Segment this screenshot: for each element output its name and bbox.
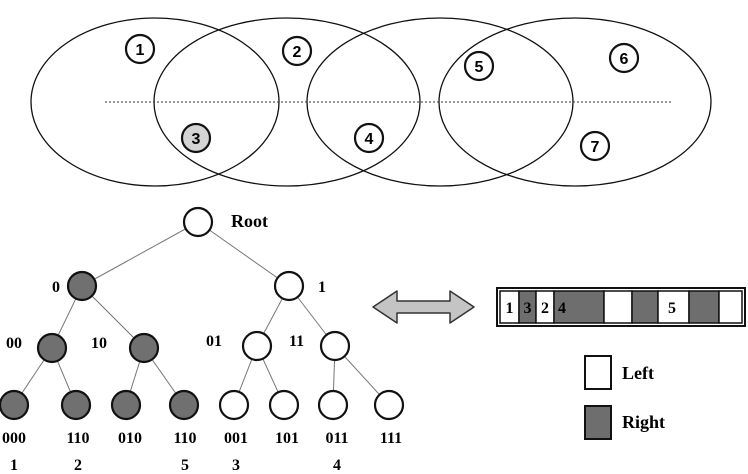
double-arrow-icon xyxy=(373,291,474,323)
array-slot-3 xyxy=(536,291,554,323)
root-label: Root xyxy=(231,211,268,231)
legend-left-label: Left xyxy=(622,363,654,383)
leaf-code: 111 xyxy=(379,430,403,447)
array-slot-4 xyxy=(554,291,604,323)
venn-point-2 xyxy=(283,37,311,65)
venn-point-7 xyxy=(581,132,609,160)
leaf-node xyxy=(0,391,28,419)
tree-leaves xyxy=(0,391,403,474)
venn-point-label: 4 xyxy=(364,131,374,148)
leaf-101 xyxy=(270,391,299,447)
leaf-010 xyxy=(112,391,142,447)
tree-root xyxy=(184,208,268,236)
venn-point-6 xyxy=(610,44,638,72)
leaf-node xyxy=(319,391,347,419)
legend-left xyxy=(585,356,654,389)
legend-left-swatch xyxy=(585,356,611,389)
venn-point-1 xyxy=(126,35,154,63)
legend xyxy=(585,356,665,439)
leaf-110-b xyxy=(170,391,198,474)
edge-root-0 xyxy=(82,222,198,286)
slot-text: 4 xyxy=(558,300,566,317)
array-slot-5 xyxy=(604,291,632,323)
leaf-code: 110 xyxy=(66,430,90,447)
leaf-point: 2 xyxy=(74,457,82,474)
slot-text: 5 xyxy=(668,300,676,317)
leaf-node xyxy=(375,391,403,419)
tree-node-0 xyxy=(68,272,96,300)
array-slot-9 xyxy=(719,291,742,323)
venn-point-label: 6 xyxy=(619,51,629,68)
venn-point-label: 5 xyxy=(474,59,484,76)
slot-text: 2 xyxy=(541,300,549,317)
slot-text: 1 xyxy=(505,300,514,317)
tree-node-10 xyxy=(130,334,158,362)
venn-points xyxy=(126,35,638,160)
root-node xyxy=(184,208,212,236)
array-slot-7 xyxy=(658,291,689,323)
tree-node-label: 1 xyxy=(318,279,326,296)
leaf-point: 4 xyxy=(333,457,341,474)
array-slot-2 xyxy=(519,291,536,323)
leaf-point: 5 xyxy=(181,457,189,474)
slot-box xyxy=(689,291,719,323)
leaf-node xyxy=(170,391,198,419)
tree-node-label: 01 xyxy=(206,333,222,350)
leaf-011 xyxy=(319,391,349,474)
venn-point-label: 2 xyxy=(292,44,302,61)
tree-node-01 xyxy=(243,332,271,360)
leaf-110-a xyxy=(62,391,90,474)
tree-edges xyxy=(14,222,389,405)
venn-point-4 xyxy=(355,124,383,152)
leaf-node xyxy=(62,391,90,419)
leaf-code: 101 xyxy=(275,430,299,447)
venn-point-3 xyxy=(182,124,210,152)
leaf-code: 001 xyxy=(224,430,248,447)
array-slot-8 xyxy=(689,291,719,323)
leaf-code: 010 xyxy=(118,430,142,447)
venn-point-label: 3 xyxy=(191,131,201,148)
legend-right-label: Right xyxy=(622,412,666,432)
legend-right-swatch xyxy=(585,406,611,439)
storage-array xyxy=(497,288,745,326)
leaf-node xyxy=(112,391,140,419)
venn-point-label: 1 xyxy=(135,42,145,59)
tree-node-label: 11 xyxy=(289,333,305,350)
leaf-point: 3 xyxy=(232,457,240,474)
array-slot-1 xyxy=(500,291,519,323)
tree-internal-nodes xyxy=(6,272,349,362)
leaf-code: 000 xyxy=(2,430,26,447)
tree-node-00 xyxy=(38,334,66,362)
leaf-111 xyxy=(375,391,403,447)
tree-node-label: 0 xyxy=(52,279,60,296)
leaf-001 xyxy=(220,391,248,474)
slot-box xyxy=(719,291,742,323)
slot-text: 3 xyxy=(523,300,532,317)
venn-point-label: 7 xyxy=(590,139,600,156)
edge-root-1 xyxy=(198,222,289,286)
legend-right xyxy=(585,406,665,439)
slot-box xyxy=(632,291,658,323)
tree-node-1 xyxy=(275,272,303,300)
leaf-000 xyxy=(0,391,28,474)
leaf-node xyxy=(270,391,298,419)
tree-node-label: 00 xyxy=(6,335,22,352)
venn-point-5 xyxy=(465,52,493,80)
tree-node-label: 10 xyxy=(91,335,107,352)
leaf-code: 011 xyxy=(325,430,349,447)
tree-node-11 xyxy=(321,332,349,360)
array-slot-6 xyxy=(632,291,658,323)
leaf-node xyxy=(220,391,248,419)
leaf-point: 1 xyxy=(10,457,18,474)
slot-box xyxy=(604,291,632,323)
leaf-code: 110 xyxy=(173,430,197,447)
